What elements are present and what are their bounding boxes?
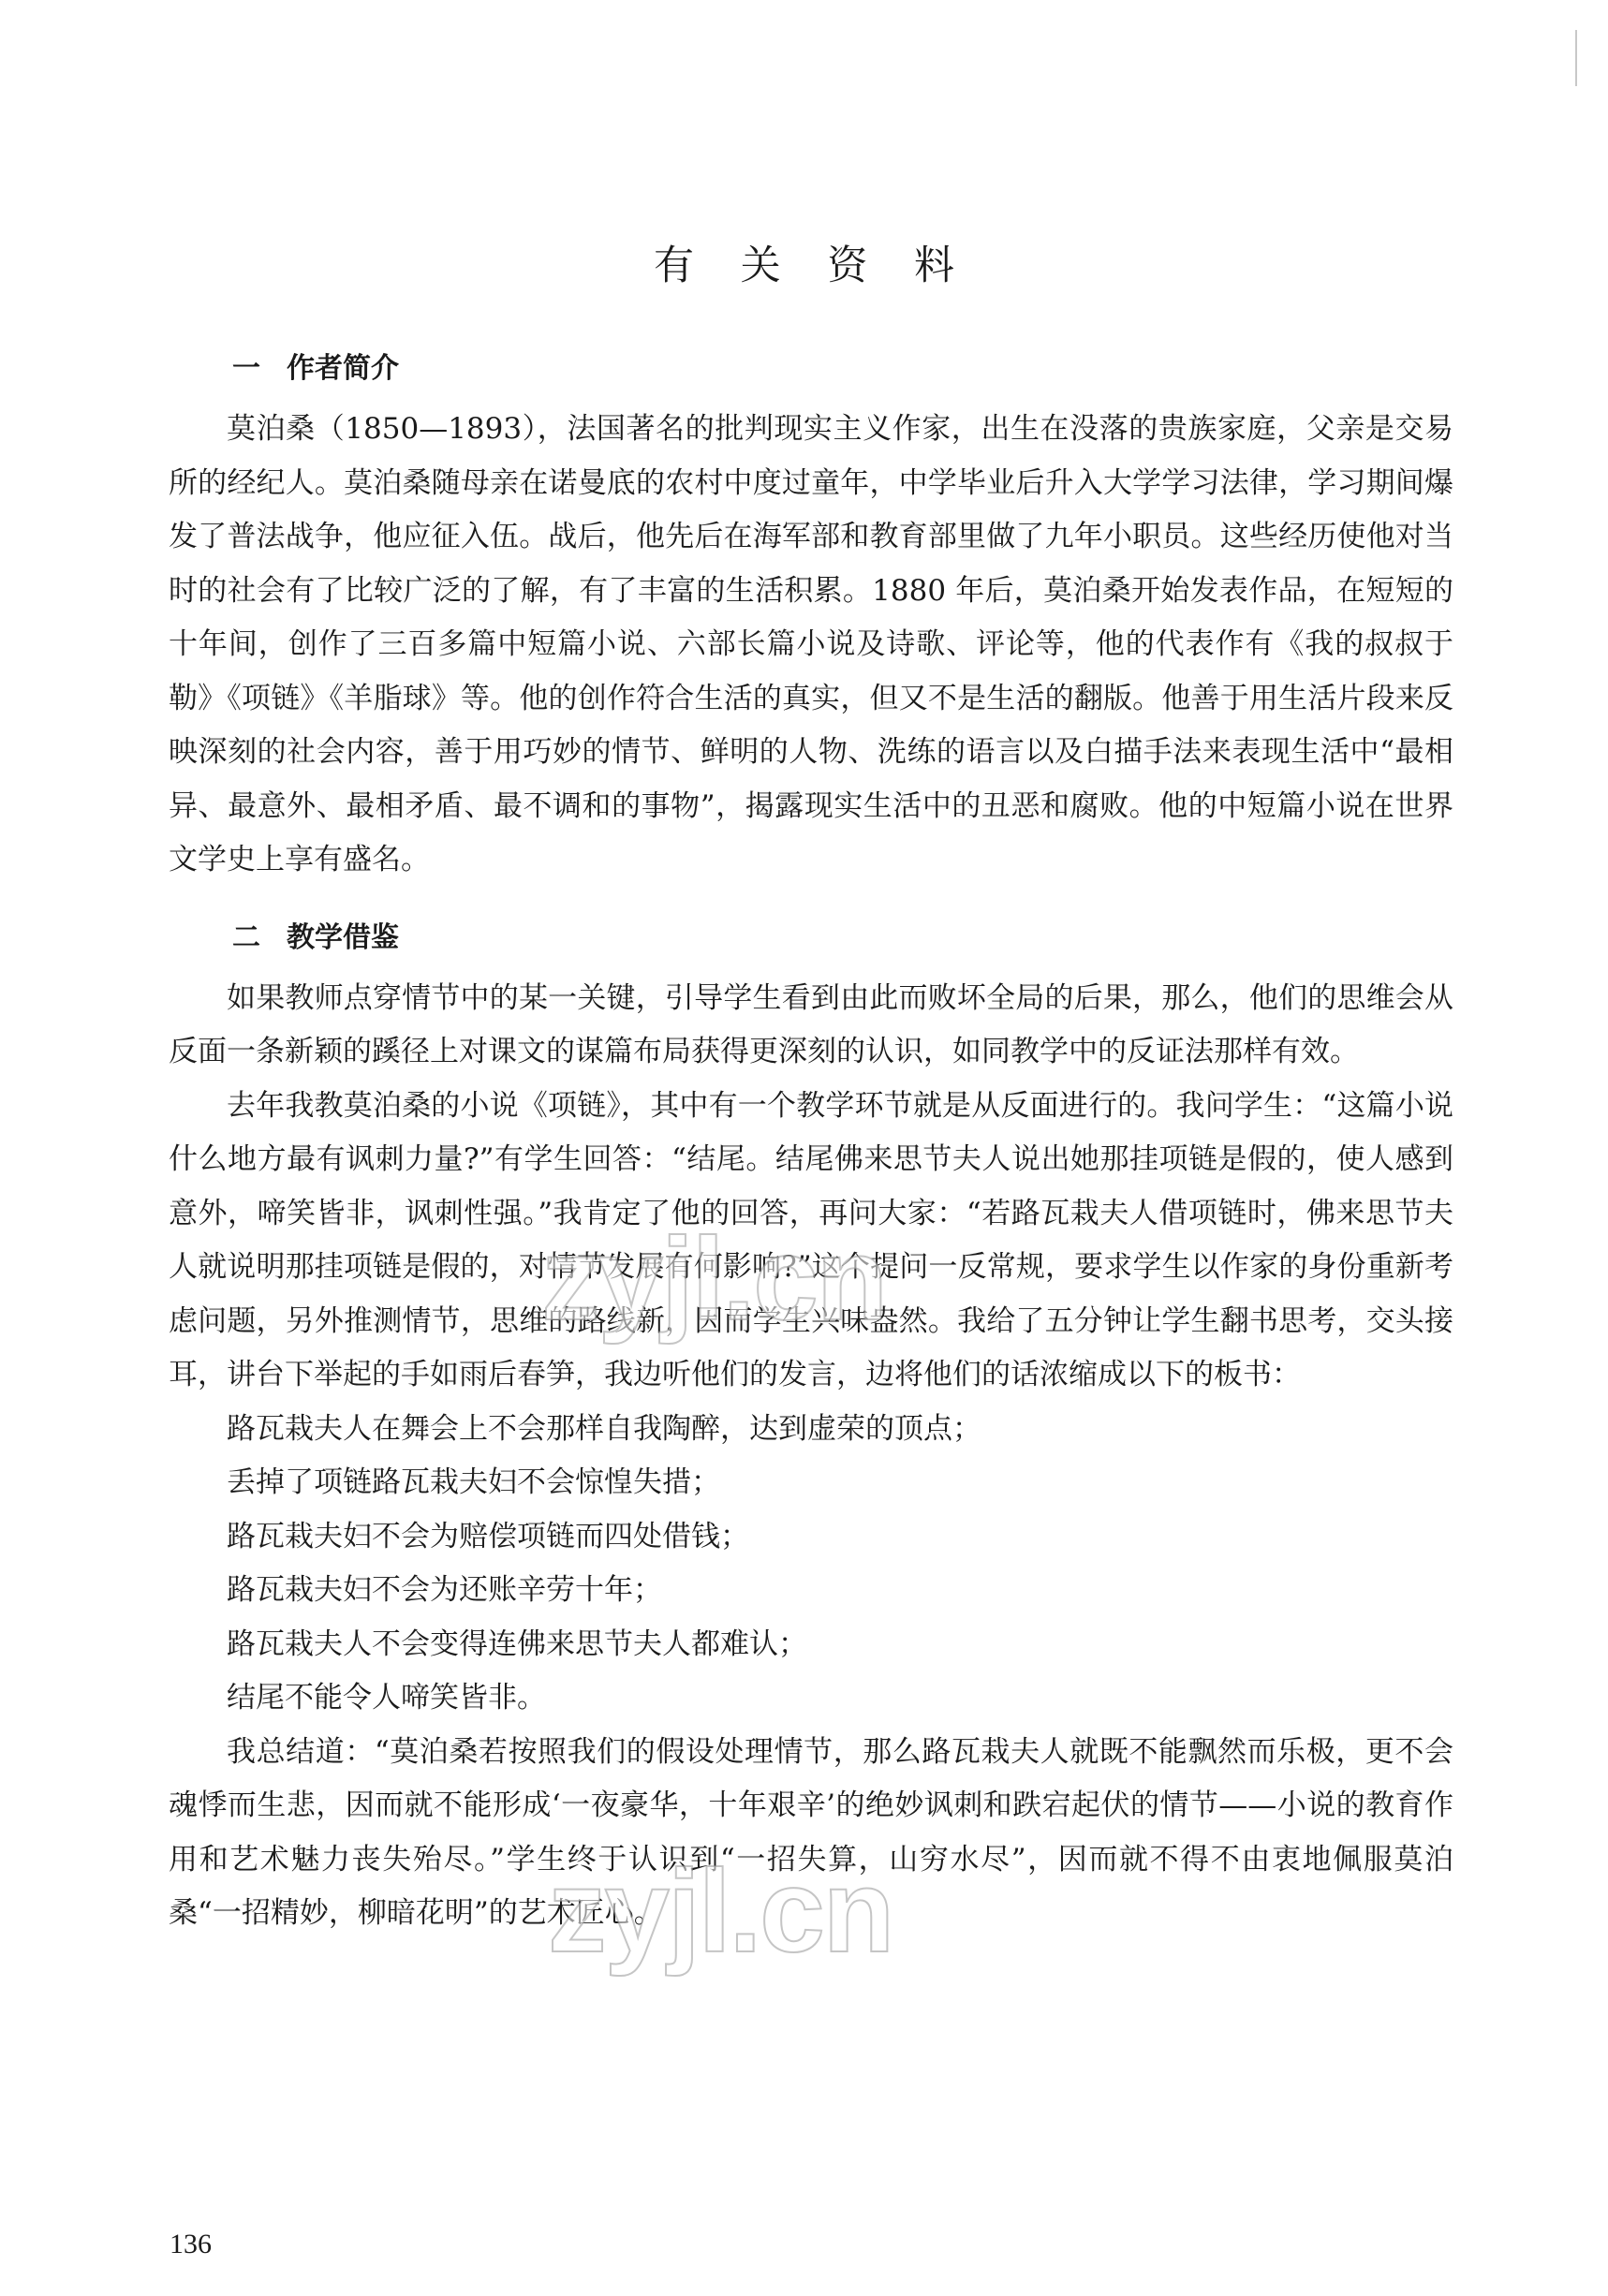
- teaching-paragraph-3: 我总结道：“莫泊桑若按照我们的假设处理情节，那么路瓦栽夫人就既不能飘然而乐极，更不会魂悸而生悲，因而就不能形成‘一夜豪华，十年艰辛’的绝妙讽刺和跌宕起伏的情节——小说的教育作用和艺术魅力丧失殆尽。”学生终于认识到“一招失算，山穷水尽”，因而就不得不由衷地佩服莫泊桑“一招精妙，柳暗花明”的艺术匠心。: [169, 1734, 1453, 1930]
- list-item: 路瓦栽夫人在舞会上不会那样自我陶醉，达到虚荣的顶点；: [227, 1411, 981, 1446]
- section-number: 二: [232, 920, 260, 954]
- list-item: 路瓦栽夫妇不会为赔偿项链而四处借钱；: [227, 1519, 749, 1553]
- watermark: zyjl.cn: [548, 1847, 893, 1977]
- section-number: 一: [232, 352, 260, 385]
- watermark: zyjl.cn: [541, 1214, 887, 1345]
- page-title: 有 关 资 料: [653, 243, 971, 289]
- section-heading-teaching: [232, 914, 1453, 963]
- board-notes-list: [169, 1403, 1453, 1726]
- teaching-paragraph-2: 去年我教莫泊桑的小说《项链》，其中有一个教学环节就是从反面进行的。我问学生：“这篇小说什么地方最有讽刺力量?”有学生回答：“结尾。结尾佛来思节夫人说出她那挂项链是假的，使人感到意外，啼笑皆非，讽刺性强。”我肯定了他的回答，再问大家：“若路瓦栽夫人借项链时，佛来思节夫人就说明那挂项链是假的，对情节发展有何影响?”这个提问一反常规，要求学生以作家的身份重新考虑问题，另外推测情节，思维的路线新，因而学生兴味盎然。我给了五分钟让学生翻书思考，交头接耳，讲台下举起的手如雨后春笋，我边听他们的发言，边将他们的话浓缩成以下的板书：: [169, 1088, 1453, 1391]
- list-item: 结尾不能令人啼笑皆非。: [227, 1681, 546, 1715]
- page-number: 136: [170, 2229, 212, 2259]
- main-content: [169, 345, 1453, 1941]
- section-heading-author: [232, 345, 1453, 393]
- page-edge-mark: [1575, 30, 1577, 86]
- section-title: 教学借鉴: [287, 920, 399, 954]
- section-title: 作者简介: [287, 352, 399, 385]
- list-item: 路瓦栽夫人不会变得连佛来思节夫人都难认；: [227, 1626, 807, 1661]
- list-item: 路瓦栽夫妇不会为还账辛劳十年；: [227, 1573, 662, 1607]
- author-intro-paragraph: 莫泊桑（1850—1893），法国著名的批判现实主义作家，出生在没落的贵族家庭，父亲是交易所的经纪人。莫泊桑随母亲在诺曼底的农村中度过童年，中学毕业后升入大学学习法律，学习期间爆发了普法战争，他应征入伍。战后，他先后在海军部和教育部里做了九年小职员。这些经历使他对当时的社会有了比较广泛的了解，有了丰富的生活积累。1880 年后，莫泊桑开始发表作品，在短短的十年间，创作了三百多篇中短篇小说、六部长篇小说及诗歌、评论等，他的代表作有《我的叔叔于勒》《项链》《羊脂球》等。他的创作符合生活的真实，但又不是生活的翻版。他善于用生活片段来反映深刻的社会内容，善于用巧妙的情节、鲜明的人物、洗练的语言以及白描手法来表现生活中“最相异、最意外、最相矛盾、最不调和的事物”，揭露现实生活中的丑恶和腐败。他的中短篇小说在世界文学史上享有盛名。: [169, 412, 1453, 876]
- list-item: 丢掉了项链路瓦栽夫妇不会惊惶失措；: [227, 1465, 720, 1499]
- teaching-paragraph-1: 如果教师点穿情节中的某一关键，引导学生看到由此而败坏全局的后果，那么，他们的思维会从反面一条新颖的蹊径上对课文的谋篇布局获得更深刻的认识，如同教学中的反证法那样有效。: [169, 980, 1453, 1068]
